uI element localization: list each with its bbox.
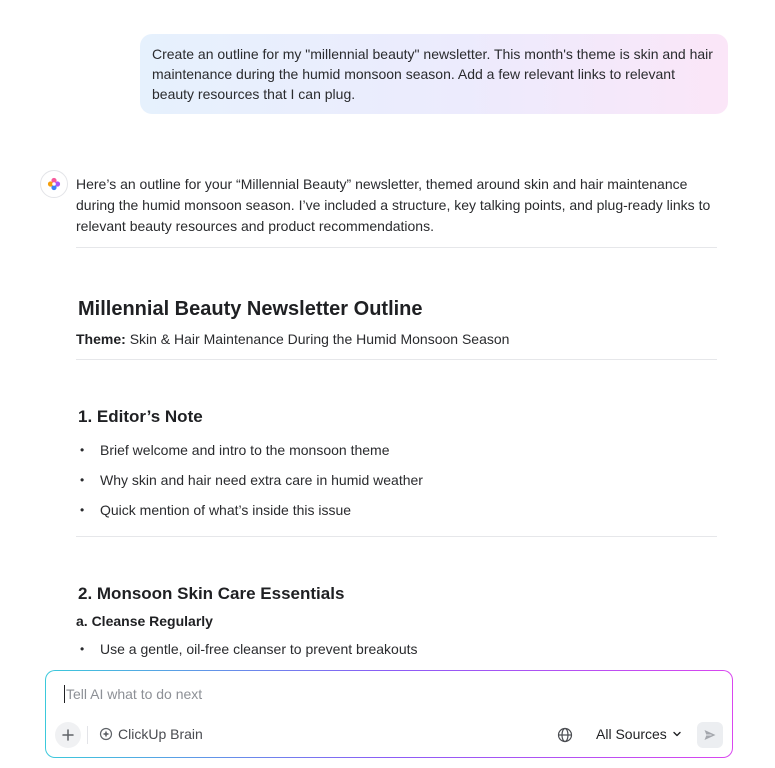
prompt-input[interactable]: Tell AI what to do next bbox=[66, 686, 203, 702]
sub-heading-cleanse: a. Cleanse Regularly bbox=[76, 613, 213, 629]
list-item bbox=[76, 634, 717, 664]
theme-line bbox=[76, 329, 717, 359]
user-message-text: Create an outline for my "millennial beauty" newsletter. This month's theme is skin and hair maintenance during the humid monsoon season. Add a few relevant links to relevant beauty resources that I can plug. bbox=[152, 46, 713, 102]
editors-note-list bbox=[76, 435, 717, 536]
user-message-bubble bbox=[140, 34, 728, 114]
web-search-button[interactable] bbox=[557, 727, 573, 748]
add-button[interactable] bbox=[55, 722, 81, 748]
skin-care-list bbox=[76, 634, 717, 675]
brain-label: ClickUp Brain bbox=[118, 726, 203, 742]
ai-intro-text: Here’s an outline for your “Millennial Beauty” newsletter, themed around skin and hair maintenance during the humid monsoon season. I’ve included a structure, key talking points, and plug-ready links to relevant beauty resources and product recommendations. bbox=[76, 176, 711, 234]
divider bbox=[76, 536, 717, 537]
send-icon bbox=[703, 728, 717, 742]
section-heading-editors-note: 1. Editor’s Note bbox=[78, 407, 203, 426]
sources-label: All Sources bbox=[596, 726, 667, 742]
sources-dropdown[interactable] bbox=[596, 726, 682, 742]
list-item-text: Why skin and hair need extra care in humid weather bbox=[100, 472, 423, 488]
ai-avatar bbox=[40, 170, 68, 198]
list-item-text: Quick mention of what’s inside this issue bbox=[100, 502, 352, 518]
list-item-text: Brief welcome and intro to the monsoon theme bbox=[100, 442, 390, 458]
divider bbox=[76, 359, 717, 360]
toolbar-separator bbox=[87, 726, 88, 744]
brain-icon bbox=[99, 727, 113, 741]
composer bbox=[46, 671, 732, 757]
ai-response bbox=[76, 174, 717, 675]
section-heading-skin-care: 2. Monsoon Skin Care Essentials bbox=[78, 584, 345, 603]
list-item bbox=[76, 495, 717, 525]
list-item bbox=[76, 465, 717, 495]
composer-border bbox=[45, 670, 733, 758]
list-item bbox=[76, 435, 717, 465]
send-button[interactable] bbox=[697, 722, 723, 748]
outline-title: Millennial Beauty Newsletter Outline bbox=[78, 298, 423, 320]
ai-logo-icon bbox=[47, 177, 61, 191]
divider bbox=[76, 247, 717, 248]
chevron-down-icon bbox=[672, 729, 682, 739]
plus-icon bbox=[62, 729, 74, 741]
list-item-text: Use a gentle, oil-free cleanser to prevent breakouts bbox=[100, 641, 418, 657]
theme-label: Theme: bbox=[76, 331, 126, 347]
globe-icon bbox=[557, 727, 573, 743]
theme-value: Skin & Hair Maintenance During the Humid Monsoon Season bbox=[129, 331, 510, 347]
clickup-brain-button[interactable] bbox=[99, 726, 203, 742]
